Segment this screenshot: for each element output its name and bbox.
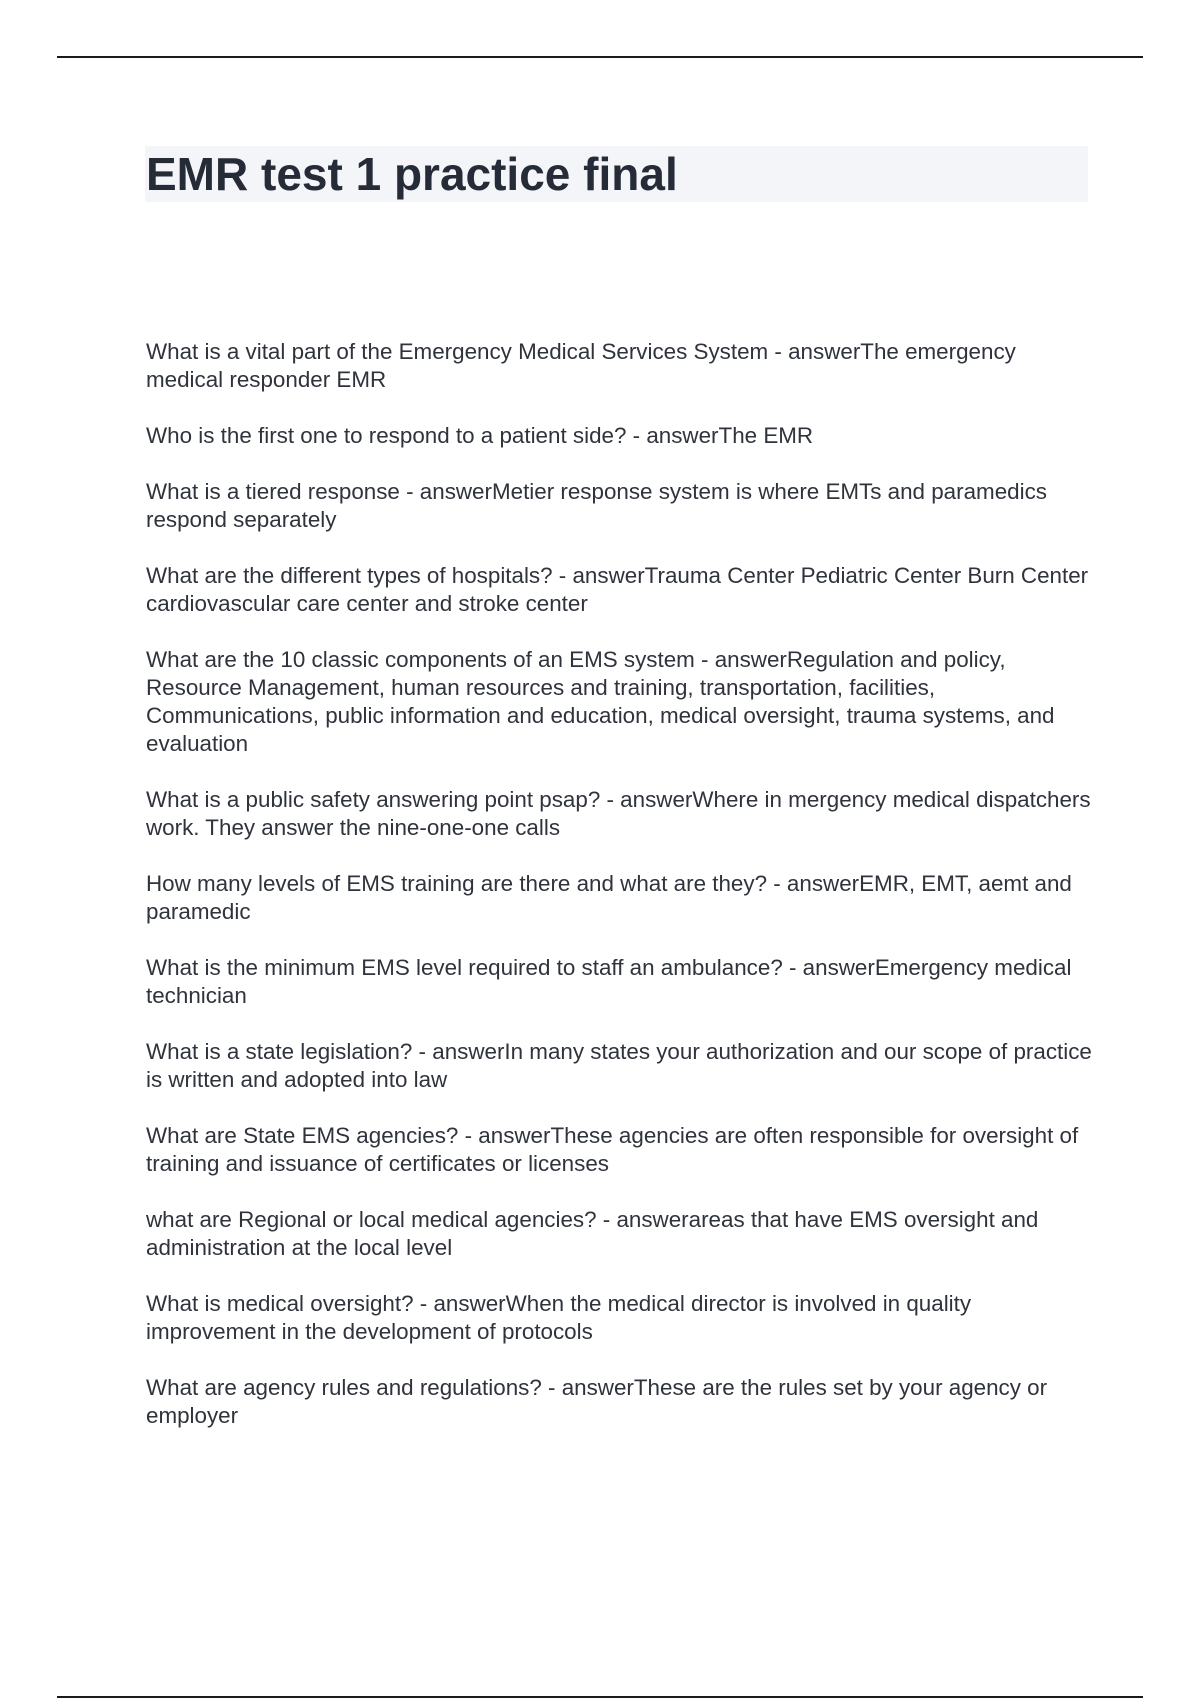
qa-item: what are Regional or local medical agencies? - answerareas that have EMS oversight and administration at the local level: [146, 1207, 1039, 1260]
qa-item: What is a vital part of the Emergency Medical Services System - answerThe emergency medical responder EMR: [146, 339, 1016, 392]
qa-item: What is medical oversight? - answerWhen the medical director is involved in quality improvement in the development of protocols: [146, 1291, 972, 1344]
page-title: EMR test 1 practice final: [146, 148, 678, 200]
qa-item: What is the minimum EMS level required to staff an ambulance? - answerEmergency medical technician: [146, 955, 1072, 1008]
qa-list: [146, 338, 1096, 1458]
bottom-divider: [57, 1696, 1143, 1698]
qa-item: What is a public safety answering point psap? - answerWhere in mergency medical dispatchers work. They answer the nine-one-one calls: [146, 787, 1091, 840]
top-divider: [57, 56, 1143, 58]
qa-item: What is a state legislation? - answerIn many states your authorization and our scope of practice is written and adopted into law: [146, 1039, 1092, 1092]
qa-item: Who is the first one to respond to a patient side? - answerThe EMR: [146, 423, 814, 448]
qa-item: What are State EMS agencies? - answerThese agencies are often responsible for oversight of training and issuance of certificates or licenses: [146, 1123, 1079, 1176]
qa-item: How many levels of EMS training are there and what are they? - answerEMR, EMT, aemt and paramedic: [146, 871, 1072, 924]
qa-item: What are agency rules and regulations? - answerThese are the rules set by your agency or employer: [146, 1375, 1048, 1428]
qa-item: What is a tiered response - answerMetier response system is where EMTs and paramedics respond separately: [146, 479, 1047, 532]
qa-item: What are the different types of hospitals? - answerTrauma Center Pediatric Center Burn Center cardiovascular care center and stroke center: [146, 563, 1089, 616]
qa-item: What are the 10 classic components of an EMS system - answerRegulation and policy, Resource Management, human resources and training, transportation, facilities, Communications, public information and education, medical oversight, trauma systems, and evaluation: [146, 647, 1055, 756]
